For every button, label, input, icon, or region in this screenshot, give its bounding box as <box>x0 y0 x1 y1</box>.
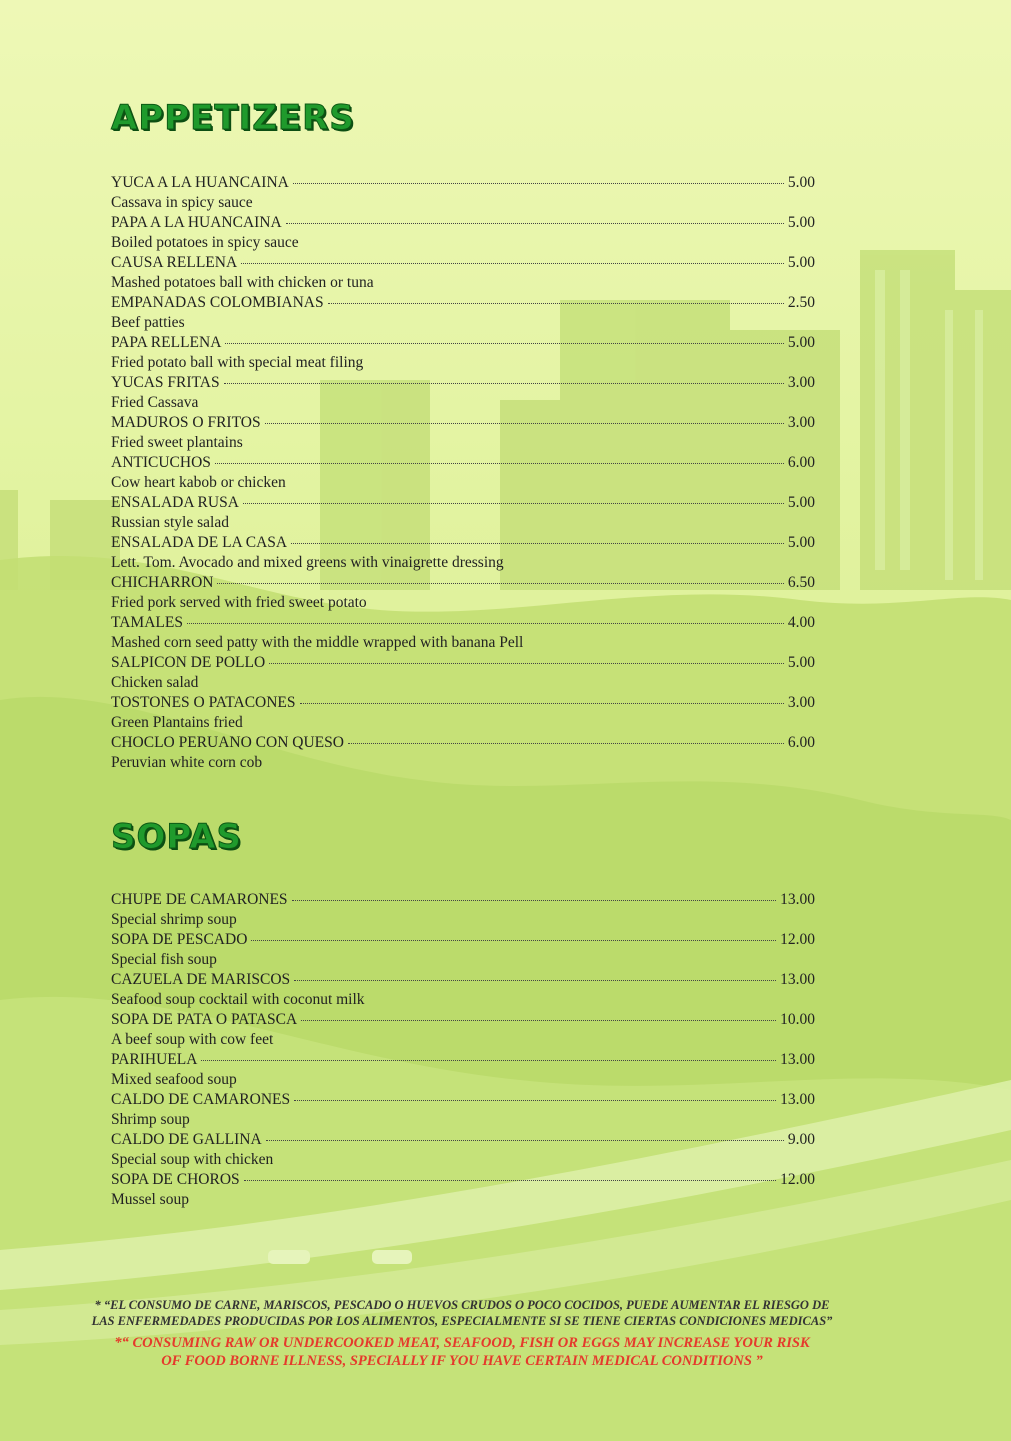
item-name: PAPA RELLENA <box>111 334 222 351</box>
item-price: 13.00 <box>780 891 815 908</box>
item-name: ANTICUCHOS <box>111 454 211 471</box>
menu-item <box>111 173 815 213</box>
disclaimer-es-line1: * “EL CONSUMO DE CARNE, MARISCOS, PESCADO O HUEVOS CRUDOS O POCO COCIDOS, PUEDE AUMENTAR EL RIESGO DE <box>94 1298 830 1312</box>
item-price: 5.00 <box>787 494 815 511</box>
item-name: CHOCLO PERUANO CON QUESO <box>111 734 344 751</box>
item-description: Seafood soup cocktail with coconut milk <box>111 991 365 1008</box>
leader-dots <box>269 663 784 664</box>
leader-dots <box>201 1060 776 1061</box>
item-price: 6.00 <box>787 734 815 751</box>
item-price: 5.00 <box>787 534 815 551</box>
item-price: 2.50 <box>787 294 815 311</box>
item-price: 5.00 <box>787 334 815 351</box>
item-description: Peruvian white corn cob <box>111 754 263 771</box>
menu-item <box>111 653 815 693</box>
item-description: Special soup with chicken <box>111 1151 274 1168</box>
leader-dots <box>187 623 784 624</box>
sopas-list <box>111 890 815 1210</box>
menu-item <box>111 1010 815 1050</box>
item-description: Fried potato ball with special meat filing <box>111 354 364 371</box>
item-price: 5.00 <box>787 174 815 191</box>
disclaimer-english <box>0 1334 924 1370</box>
item-description: Green Plantains fried <box>111 714 243 731</box>
leader-dots <box>224 383 784 384</box>
item-price: 6.50 <box>787 574 815 591</box>
menu-item <box>111 1130 815 1170</box>
leader-dots <box>292 900 777 901</box>
menu-item <box>111 573 815 613</box>
item-description: Cassava in spicy sauce <box>111 194 253 211</box>
menu-item <box>111 373 815 413</box>
item-description: Mixed seafood soup <box>111 1071 237 1088</box>
leader-dots <box>294 980 776 981</box>
item-description: Beef patties <box>111 314 185 331</box>
menu-item <box>111 413 815 453</box>
appetizers-title: APPETIZERS <box>111 98 355 138</box>
item-description: Cow heart kabob or chicken <box>111 474 286 491</box>
item-name: ENSALADA DE LA CASA <box>111 534 288 551</box>
item-name: PAPA A LA HUANCAINA <box>111 214 282 231</box>
item-description: Lett. Tom. Avocado and mixed greens with vinaigrette dressing <box>111 554 504 571</box>
item-description: Fried Cassava <box>111 394 199 411</box>
leader-dots <box>294 1100 776 1101</box>
item-price: 12.00 <box>780 1171 815 1188</box>
menu-item <box>111 253 815 293</box>
item-description: Fried sweet plantains <box>111 434 243 451</box>
leader-dots <box>251 940 776 941</box>
leader-dots <box>348 743 784 744</box>
item-name: CHICHARRON <box>111 574 214 591</box>
item-price: 5.00 <box>787 214 815 231</box>
leader-dots <box>215 463 784 464</box>
item-description: Russian style salad <box>111 514 229 531</box>
disclaimer-spanish <box>0 1297 924 1329</box>
leader-dots <box>291 543 784 544</box>
item-price: 5.00 <box>787 654 815 671</box>
item-price: 10.00 <box>780 1011 815 1028</box>
item-description: Special shrimp soup <box>111 911 237 928</box>
menu-item <box>111 733 815 773</box>
leader-dots <box>225 343 783 344</box>
menu-item <box>111 493 815 533</box>
leader-dots <box>266 1140 784 1141</box>
menu-item <box>111 533 815 573</box>
leader-dots <box>293 183 784 184</box>
leader-dots <box>286 223 784 224</box>
item-name: YUCAS FRITAS <box>111 374 220 391</box>
item-name: YUCA A LA HUANCAINA <box>111 174 289 191</box>
item-name: CHUPE DE CAMARONES <box>111 891 288 908</box>
appetizers-list <box>111 173 815 773</box>
menu-item <box>111 1050 815 1090</box>
leader-dots <box>301 1020 776 1021</box>
item-name: PARIHUELA <box>111 1051 198 1068</box>
menu-item <box>111 333 815 373</box>
item-description: Shrimp soup <box>111 1111 190 1128</box>
item-description: Chicken salad <box>111 674 199 691</box>
item-name: MADUROS O FRITOS <box>111 414 261 431</box>
leader-dots <box>241 263 784 264</box>
item-price: 3.00 <box>787 414 815 431</box>
item-price: 4.00 <box>787 614 815 631</box>
item-price: 13.00 <box>780 971 815 988</box>
leader-dots <box>243 503 784 504</box>
menu-item <box>111 293 815 333</box>
item-name: CALDO DE GALLINA <box>111 1131 262 1148</box>
disclaimer-en-line1: *“ CONSUMING RAW OR UNDERCOOKED MEAT, SEAFOOD, FISH OR EGGS MAY INCREASE YOUR RISK <box>114 1335 810 1351</box>
menu-item <box>111 890 815 930</box>
item-description: Boiled potatoes in spicy sauce <box>111 234 299 251</box>
leader-dots <box>244 1180 776 1181</box>
item-description: Mashed corn seed patty with the middle wrapped with banana Pell <box>111 634 524 651</box>
item-name: CALDO DE CAMARONES <box>111 1091 291 1108</box>
menu-item <box>111 613 815 653</box>
menu-item <box>111 930 815 970</box>
item-name: SOPA DE PESCADO <box>111 931 248 948</box>
item-description: Special fish soup <box>111 951 217 968</box>
item-price: 9.00 <box>787 1131 815 1148</box>
disclaimer-es-line2: LAS ENFERMEDADES PRODUCIDAS POR LOS ALIMENTOS, ESPECIALMENTE SI SE TIENE CIERTAS CONDICIONES MEDICAS” <box>91 1314 833 1328</box>
item-price: 12.00 <box>780 931 815 948</box>
sopas-title: SOPAS <box>111 817 242 857</box>
item-description: Mussel soup <box>111 1191 189 1208</box>
item-price: 5.00 <box>787 254 815 271</box>
menu-item <box>111 453 815 493</box>
menu-item <box>111 693 815 733</box>
leader-dots <box>328 303 784 304</box>
item-name: CAUSA RELLENA <box>111 254 238 271</box>
disclaimer-en-line2: OF FOOD BORNE ILLNESS, SPECIALLY IF YOU HAVE CERTAIN MEDICAL CONDITIONS ” <box>161 1353 763 1369</box>
item-name: SALPICON DE POLLO <box>111 654 266 671</box>
leader-dots <box>265 423 784 424</box>
item-price: 3.00 <box>787 374 815 391</box>
item-name: SOPA DE PATA O PATASCA <box>111 1011 298 1028</box>
menu-item <box>111 1090 815 1130</box>
item-description: A beef soup with cow feet <box>111 1031 274 1048</box>
item-description: Fried pork served with fried sweet potato <box>111 594 367 611</box>
item-name: SOPA DE CHOROS <box>111 1171 240 1188</box>
menu-item <box>111 213 815 253</box>
item-price: 3.00 <box>787 694 815 711</box>
item-description: Mashed potatoes ball with chicken or tuna <box>111 274 374 291</box>
menu-item <box>111 970 815 1010</box>
item-name: CAZUELA DE MARISCOS <box>111 971 291 988</box>
item-price: 6.00 <box>787 454 815 471</box>
item-name: EMPANADAS COLOMBIANAS <box>111 294 324 311</box>
menu-item <box>111 1170 815 1210</box>
item-name: ENSALADA RUSA <box>111 494 239 511</box>
leader-dots <box>300 703 784 704</box>
leader-dots <box>217 583 783 584</box>
item-price: 13.00 <box>780 1091 815 1108</box>
item-name: TAMALES <box>111 614 183 631</box>
item-name: TOSTONES O PATACONES <box>111 694 296 711</box>
item-price: 13.00 <box>780 1051 815 1068</box>
